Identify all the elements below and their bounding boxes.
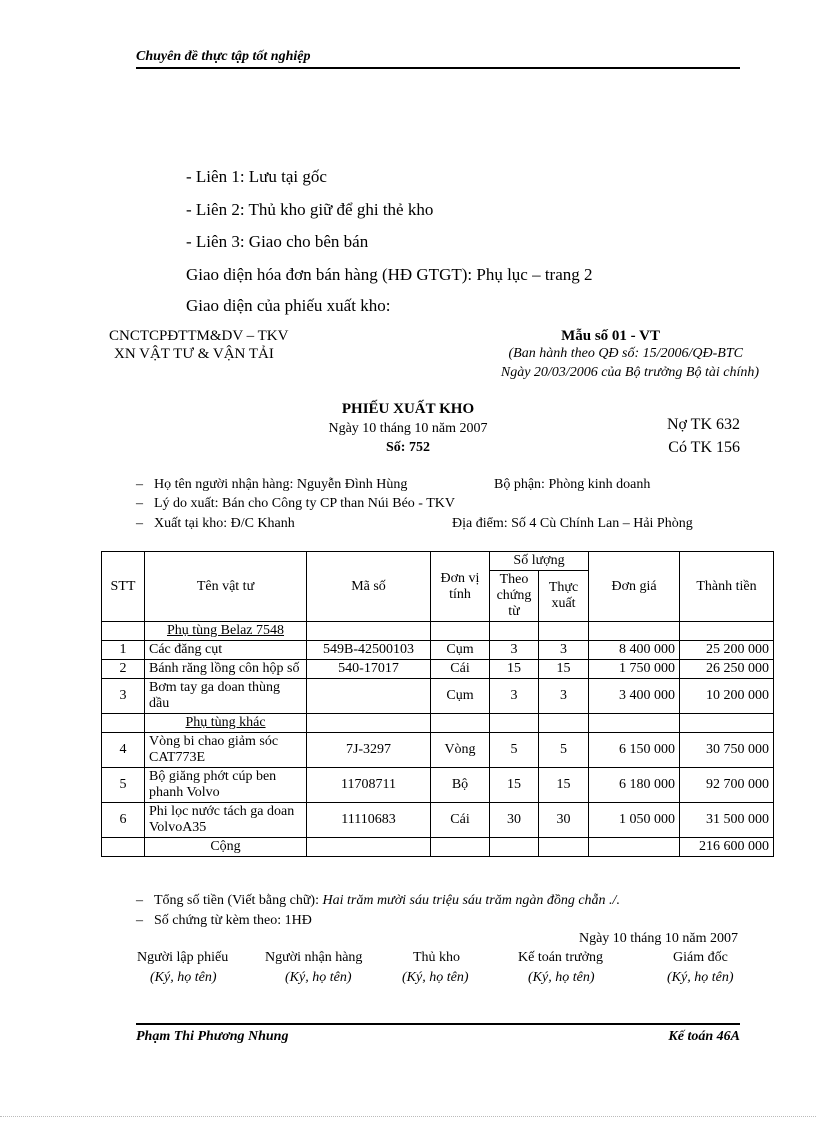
signature-note-preparer: (Ký, họ tên) [150, 970, 217, 985]
cell-qty-actual: 5 [539, 733, 589, 768]
cell-amount: 30 750 000 [680, 733, 774, 768]
cell-code: 7J-3297 [307, 733, 431, 768]
total-value: 216 600 000 [680, 838, 774, 857]
footer-author: Phạm Thi Phương Nhung [136, 1029, 289, 1044]
signature-date: Ngày 10 tháng 10 năm 2007 [578, 931, 738, 946]
cell-amount: 26 250 000 [680, 660, 774, 679]
cell-code: 549B-42500103 [307, 641, 431, 660]
cell-amount: 25 200 000 [680, 641, 774, 660]
cell-qty-actual: 15 [539, 660, 589, 679]
cell-qty-doc: 15 [490, 660, 539, 679]
cell-qty-actual: 3 [539, 641, 589, 660]
cell-qty-actual: 15 [539, 768, 589, 803]
signature-note-storekeeper: (Ký, họ tên) [402, 970, 469, 985]
total-label: Cộng [145, 838, 307, 857]
cell-code [307, 679, 431, 714]
group-label: Phụ tùng khác [145, 714, 307, 733]
cell-name: Phi lọc nước tách ga doan VolvoA35 [145, 803, 307, 838]
cell-qty-doc: 3 [490, 679, 539, 714]
reason-text: Lý do xuất: Bán cho Công ty CP than Núi Béo - TKV [154, 496, 455, 511]
cell-unit: Cụm [431, 641, 490, 660]
footer-class: Kế toán 46A [668, 1029, 740, 1044]
signature-role-chief-accountant: Kế toán trưởng [518, 950, 603, 965]
warehouse-line: – Xuất tại kho: Đ/C Khanh [136, 516, 295, 531]
attachments-text: Số chứng từ kèm theo: 1HĐ [154, 913, 312, 928]
reason-line: – Lý do xuất: Bán cho Công ty CP than Núi Béo - TKV [136, 496, 455, 511]
col-header-qty: Số lượng [490, 552, 589, 571]
cell-qty-doc: 15 [490, 768, 539, 803]
cell-amount: 10 200 000 [680, 679, 774, 714]
signature-role-receiver: Người nhận hàng [265, 950, 363, 965]
intro-line-1: - Liên 1: Lưu tại gốc [186, 167, 327, 186]
cell-price: 1 750 000 [589, 660, 680, 679]
cell-qty-actual: 3 [539, 679, 589, 714]
group-label: Phụ tùng Belaz 7548 [145, 622, 307, 641]
table-row [102, 803, 774, 838]
table-row [102, 768, 774, 803]
cell-qty-doc: 5 [490, 733, 539, 768]
form-note-line-2: Ngày 20/03/2006 của Bộ trưởng Bộ tài chính) [500, 365, 759, 380]
col-header-qty-doc: Theo chứng từ [490, 571, 539, 622]
col-header-stt: STT [102, 552, 145, 622]
location-text: Địa điểm: Số 4 Cù Chính Lan – Hải Phòng [452, 516, 693, 531]
cell-price: 8 400 000 [589, 641, 680, 660]
col-header-name: Tên vật tư [145, 552, 307, 622]
form-note-line-1: (Ban hành theo QĐ số: 15/2006/QĐ-BTC [508, 346, 743, 361]
cell-amount: 92 700 000 [680, 768, 774, 803]
cell-price: 3 400 000 [589, 679, 680, 714]
intro-line-3: - Liên 3: Giao cho bên bán [186, 232, 369, 251]
signature-role-director: Giám đốc [673, 950, 728, 965]
cell-qty-doc: 30 [490, 803, 539, 838]
cell-stt: 5 [102, 768, 145, 803]
cell-stt: 1 [102, 641, 145, 660]
col-header-qty-actual: Thực xuất [539, 571, 589, 622]
cell-name: Các đăng cụt [145, 641, 307, 660]
company-unit: XN VẬT TƯ & VẬN TẢI [114, 346, 274, 362]
department-text: Bộ phận: Phòng kinh doanh [494, 477, 651, 492]
cell-stt: 6 [102, 803, 145, 838]
table-row [102, 733, 774, 768]
attachments-line: – Số chứng từ kèm theo: 1HĐ [136, 913, 312, 928]
cell-name: Bơm tay ga doan thùng dầu [145, 679, 307, 714]
cell-unit: Bộ [431, 768, 490, 803]
amount-in-words-line: – Tổng số tiền (Viết bằng chữ): Hai trăm mười sáu triệu sáu trăm ngàn đồng chẵn ./. [136, 893, 620, 908]
cell-name: Bánh răng lồng côn hộp số [145, 660, 307, 679]
cell-code: 11708711 [307, 768, 431, 803]
intro-line-5: Giao diện của phiếu xuất kho: [186, 296, 391, 315]
col-header-code: Mã số [307, 552, 431, 622]
cell-unit: Vòng [431, 733, 490, 768]
signature-note-director: (Ký, họ tên) [667, 970, 734, 985]
intro-line-2: - Liên 2: Thủ kho giữ để ghi thẻ kho [186, 200, 434, 219]
signature-note-receiver: (Ký, họ tên) [285, 970, 352, 985]
cell-stt: 3 [102, 679, 145, 714]
signature-role-preparer: Người lập phiếu [137, 950, 229, 965]
slip-number: Số: 752 [386, 440, 430, 455]
page-bottom-edge [0, 1116, 816, 1117]
cell-qty-actual: 30 [539, 803, 589, 838]
cell-unit: Cái [431, 803, 490, 838]
cell-code: 11110683 [307, 803, 431, 838]
group-row [102, 622, 774, 641]
group-row [102, 714, 774, 733]
company-name: CNCTCPĐTTM&DV – TKV [109, 328, 289, 344]
items-table [101, 551, 774, 857]
cell-price: 6 150 000 [589, 733, 680, 768]
total-row [102, 838, 774, 857]
signature-role-storekeeper: Thủ kho [413, 950, 461, 965]
credit-account: Có TK 156 [668, 439, 740, 456]
cell-qty-doc: 3 [490, 641, 539, 660]
signature-note-chief-accountant: (Ký, họ tên) [528, 970, 595, 985]
slip-date: Ngày 10 tháng 10 năm 2007 [328, 421, 488, 436]
footer-divider [136, 1023, 740, 1025]
cell-price: 1 050 000 [589, 803, 680, 838]
amount-in-words-label: Tổng số tiền (Viết bằng chữ): [154, 893, 319, 908]
form-number: Mẫu số 01 - VT [561, 328, 660, 344]
cell-unit: Cụm [431, 679, 490, 714]
warehouse-text: Xuất tại kho: Đ/C Khanh [154, 516, 295, 531]
cell-name: Vòng bi chao giảm sóc CAT773E [145, 733, 307, 768]
page-header-title: Chuyên đề thực tập tốt nghiệp [136, 49, 311, 64]
cell-code: 540-17017 [307, 660, 431, 679]
table-row [102, 641, 774, 660]
slip-title: PHIẾU XUẤT KHO [341, 401, 475, 417]
cell-stt: 2 [102, 660, 145, 679]
amount-in-words-value: Hai trăm mười sáu triệu sáu trăm ngàn đồng chẵn ./. [322, 893, 620, 908]
receiver-text: Họ tên người nhận hàng: Nguyễn Đình Hùng [154, 477, 408, 492]
intro-line-4: Giao diện hóa đơn bán hàng (HĐ GTGT): Phụ lục – trang 2 [186, 265, 593, 284]
table-row [102, 679, 774, 714]
receiver-line: – Họ tên người nhận hàng: Nguyễn Đình Hùng [136, 477, 408, 492]
col-header-price: Đơn giá [589, 552, 680, 622]
debit-account: Nợ TK 632 [666, 416, 740, 433]
cell-stt: 4 [102, 733, 145, 768]
col-header-unit: Đơn vị tính [431, 552, 490, 622]
header-divider [136, 67, 740, 69]
cell-price: 6 180 000 [589, 768, 680, 803]
col-header-amount: Thành tiền [680, 552, 774, 622]
cell-name: Bộ giăng phớt cúp ben phanh Volvo [145, 768, 307, 803]
cell-unit: Cái [431, 660, 490, 679]
table-row [102, 660, 774, 679]
cell-amount: 31 500 000 [680, 803, 774, 838]
